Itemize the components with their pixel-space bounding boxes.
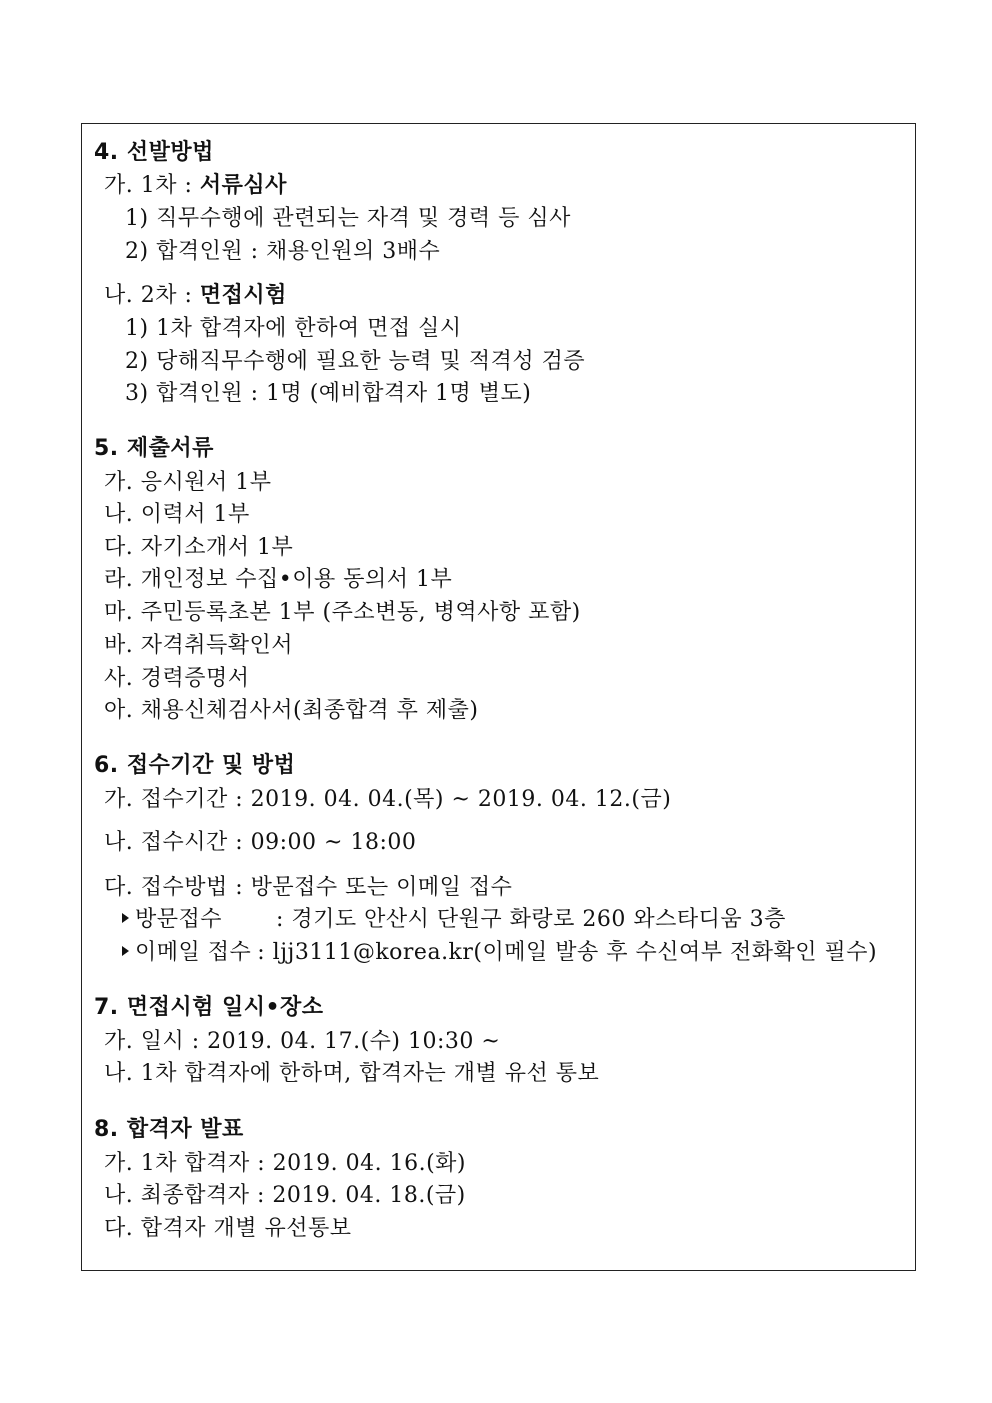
section-4-heading: 4. 선발방법 [94, 140, 214, 165]
s5-item: 라. 개인정보 수집•이용 동의서 1부 [104, 567, 453, 592]
s7-b: 나. 1차 합격자에 한하며, 합격자는 개별 유선 통보 [104, 1061, 600, 1086]
s4-b-title: 면접시험 [199, 283, 287, 308]
s6-a: 가. 접수기간 : 2019. 04. 04.(목) ~ 2019. 04. 12.(금) [104, 787, 672, 812]
email-label: 이메일 접수 [135, 940, 252, 965]
s5-item: 다. 자기소개서 1부 [104, 535, 294, 560]
s5-item: 나. 이력서 1부 [104, 502, 250, 527]
s4-a2: 2) 합격인원 : 채용인원의 3배수 [125, 239, 441, 264]
s4-a1: 1) 직무수행에 관련되는 자격 및 경력 등 심사 [125, 206, 571, 231]
s5-item: 가. 응시원서 1부 [104, 470, 272, 495]
section-8-heading: 8. 합격자 발표 [94, 1117, 244, 1142]
s4-b3: 3) 합격인원 : 1명 (예비합격자 1명 별도) [125, 381, 532, 406]
s6-email-row [122, 939, 877, 967]
triangle-bullet-icon [122, 946, 129, 956]
section-5-heading: 5. 제출서류 [94, 436, 214, 461]
s4-item-a [104, 172, 287, 200]
s4-b2: 2) 당해직무수행에 필요한 능력 및 적격성 검증 [125, 349, 586, 374]
s7-a: 가. 일시 : 2019. 04. 17.(수) 10:30 ~ [104, 1029, 501, 1054]
section-6-heading: 6. 접수기간 및 방법 [94, 753, 296, 778]
section-7-heading: 7. 면접시험 일시•장소 [94, 995, 324, 1020]
s8-b: 나. 최종합격자 : 2019. 04. 18.(금) [104, 1183, 466, 1208]
s6-b: 나. 접수시간 : 09:00 ~ 18:00 [104, 830, 417, 855]
s8-a: 가. 1차 합격자 : 2019. 04. 16.(화) [104, 1151, 466, 1176]
visit-label: 방문접수 [135, 907, 223, 932]
s4-b-prefix: 나. 2차 : [104, 283, 200, 308]
s8-c: 다. 합격자 개별 유선통보 [104, 1216, 352, 1241]
email-value: : ljj3111@korea.kr(이메일 발송 후 수신여부 전화확인 필수) [257, 940, 878, 965]
s4-item-b [104, 282, 287, 310]
visit-value: : 경기도 안산시 단원구 화랑로 260 와스타디움 3층 [276, 907, 786, 932]
s5-item: 마. 주민등록초본 1부 (주소변동, 병역사항 포함) [104, 600, 581, 625]
triangle-bullet-icon [122, 913, 129, 923]
s5-item: 아. 채용신체검사서(최종합격 후 제출) [104, 698, 479, 723]
s6-c: 다. 접수방법 : 방문접수 또는 이메일 접수 [104, 875, 513, 900]
s5-item: 사. 경력증명서 [104, 666, 250, 691]
s4-a-title: 서류심사 [199, 173, 287, 198]
s5-item: 바. 자격취득확인서 [104, 633, 294, 658]
s4-b1: 1) 1차 합격자에 한하여 면접 실시 [125, 316, 462, 341]
s4-a-prefix: 가. 1차 : [104, 173, 200, 198]
s6-visit-row [122, 906, 786, 934]
